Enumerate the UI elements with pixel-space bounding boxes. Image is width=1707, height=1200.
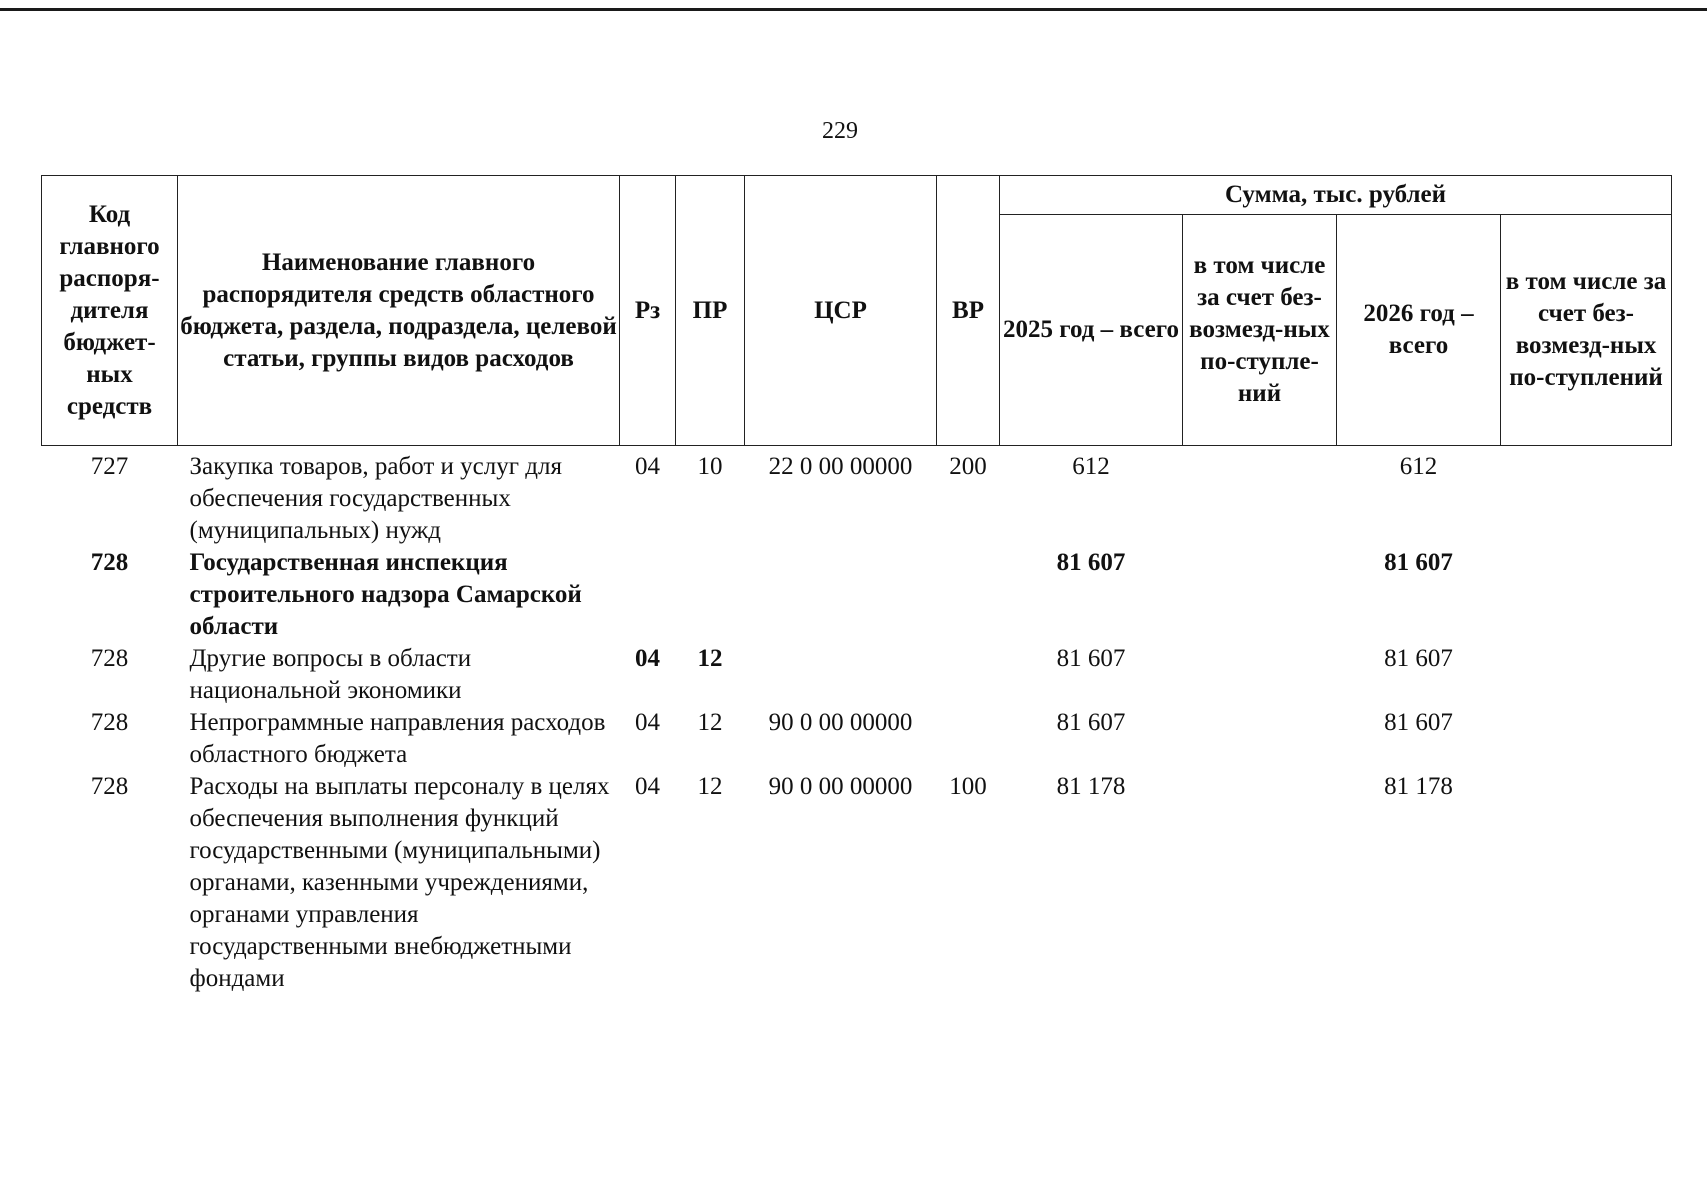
cell-csr: 22 0 00 00000 xyxy=(768,453,913,480)
header-rz: Рз xyxy=(620,176,676,446)
cell-rz: 04 xyxy=(635,709,660,736)
budget-table xyxy=(41,175,1672,995)
cell-vr: 100 xyxy=(949,773,987,800)
cell-rz: 04 xyxy=(635,645,660,672)
cell-2025-total: 612 xyxy=(1072,453,1110,480)
cell-2025-gratuitous xyxy=(1183,771,1337,995)
cell-rz: 04 xyxy=(635,773,660,800)
cell-2026-gratuitous xyxy=(1501,771,1672,995)
cell-2026-total: 81 607 xyxy=(1384,549,1453,576)
cell-2026-total: 612 xyxy=(1399,453,1438,480)
cell-csr: 90 0 00 00000 xyxy=(768,773,913,800)
cell-pr xyxy=(676,547,745,643)
header-pr: ПР xyxy=(676,176,745,446)
cell-pr: 12 xyxy=(697,645,723,672)
cell-2025-gratuitous xyxy=(1183,446,1337,548)
header-2025-total: 2025 год – всего xyxy=(1000,215,1183,446)
table-row xyxy=(42,707,1672,771)
cell-2026-total: 81 607 xyxy=(1384,645,1453,672)
cell-2026-gratuitous xyxy=(1501,643,1672,707)
cell-csr xyxy=(745,643,937,707)
cell-2026-gratuitous xyxy=(1501,707,1672,771)
cell-2025-total: 81 607 xyxy=(1056,709,1126,736)
cell-2026-gratuitous xyxy=(1501,547,1672,643)
header-name: Наименование главного распорядителя средств областного бюджета, раздела, подраздела, целевой статьи, группы видов расходов xyxy=(178,176,620,446)
cell-2025-gratuitous xyxy=(1183,707,1337,771)
table-row xyxy=(42,771,1672,995)
cell-name: Непрограммные направления расходов областного бюджета xyxy=(189,709,606,768)
cell-pr: 12 xyxy=(697,773,723,800)
cell-code: 728 xyxy=(90,773,129,800)
cell-name: Закупка товаров, работ и услуг для обеспечения государственных (муниципальных) нужд xyxy=(189,453,562,544)
cell-2025-total: 81 607 xyxy=(1056,549,1126,576)
cell-code: 728 xyxy=(90,645,129,672)
header-vr: ВР xyxy=(937,176,1000,446)
header-sum-group: Сумма, тыс. рублей xyxy=(1000,176,1672,215)
cell-rz xyxy=(620,547,676,643)
table-row xyxy=(42,446,1672,548)
header-csr: ЦСР xyxy=(745,176,937,446)
header-code: Код главного распоря-дителя бюджет-ных средств xyxy=(42,176,178,446)
cell-2026-gratuitous xyxy=(1501,446,1672,548)
cell-2025-gratuitous xyxy=(1183,547,1337,643)
cell-code: 728 xyxy=(90,709,129,736)
cell-vr: 200 xyxy=(949,453,987,480)
cell-code: 727 xyxy=(90,453,129,480)
cell-csr xyxy=(745,547,937,643)
cell-code: 728 xyxy=(90,549,129,576)
cell-rz: 04 xyxy=(635,453,660,480)
header-2026-total: 2026 год – всего xyxy=(1337,215,1501,446)
cell-2026-total: 81 607 xyxy=(1384,709,1453,736)
table-row xyxy=(42,643,1672,707)
cell-pr: 12 xyxy=(697,709,723,736)
cell-name: Другие вопросы в области национальной экономики xyxy=(189,645,472,704)
cell-pr: 10 xyxy=(697,453,723,480)
cell-vr xyxy=(937,547,1000,643)
table-row-ministry xyxy=(42,547,1672,643)
page-number: 229 xyxy=(822,118,858,144)
cell-name: Государственная инспекция строительного надзора Самарской области xyxy=(189,549,582,640)
cell-2026-total: 81 178 xyxy=(1384,773,1453,800)
cell-vr xyxy=(937,643,1000,707)
cell-name: Расходы на выплаты персоналу в целях обеспечения выполнения функций государственными (муниципальными) органами, казенными учреждениями, органами управления государственными внебюджетными фондами xyxy=(189,773,610,992)
scan-top-edge xyxy=(0,8,1707,11)
cell-2025-total: 81 178 xyxy=(1056,773,1126,800)
header-2025-gratuitous: в том числе за счет без-возмезд-ных по-ступле-ний xyxy=(1183,215,1337,446)
cell-2025-total: 81 607 xyxy=(1056,645,1126,672)
cell-csr: 90 0 00 00000 xyxy=(768,709,913,736)
header-2026-gratuitous: в том числе за счет без-возмезд-ных по-ступлений xyxy=(1501,215,1672,446)
cell-2025-gratuitous xyxy=(1183,643,1337,707)
cell-vr xyxy=(937,707,1000,771)
